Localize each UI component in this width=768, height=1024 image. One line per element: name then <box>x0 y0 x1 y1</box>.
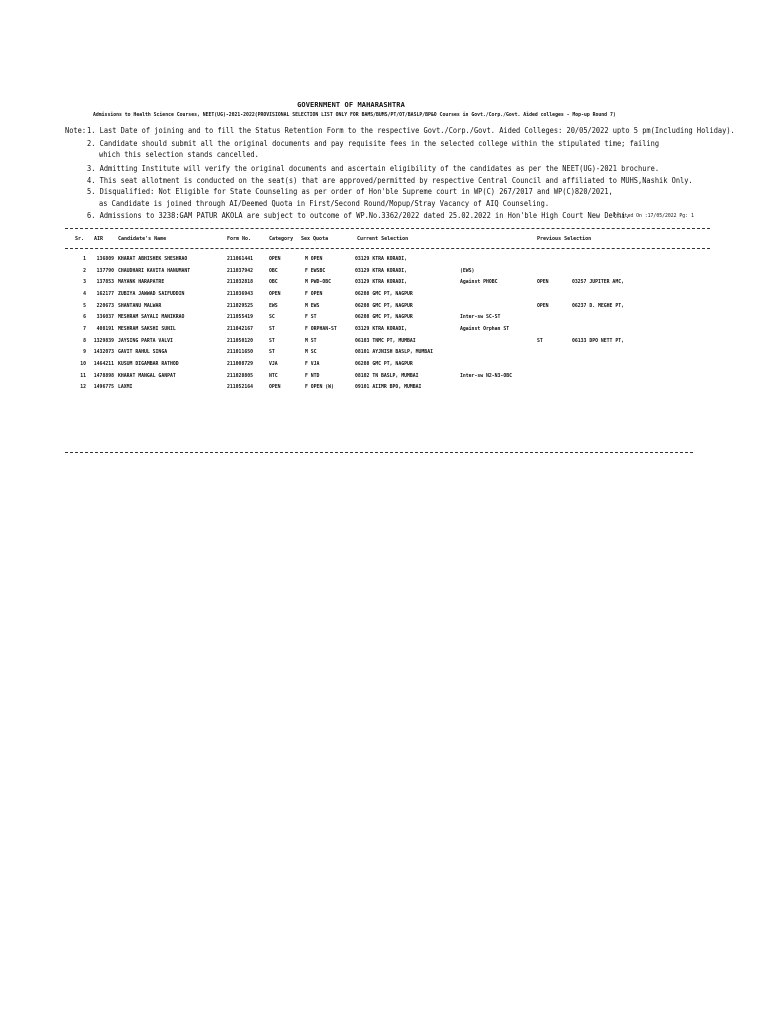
cell-previous-category: OPEN <box>537 303 549 309</box>
cell-sr: 12 <box>80 385 86 391</box>
header-category: Category <box>269 236 294 242</box>
cell-category: ST <box>269 338 275 344</box>
cell-sr: 7 <box>83 326 86 332</box>
cell-name: ZUBIYA JAWWAD SAIFUDDIN <box>118 291 185 297</box>
divider-header <box>65 248 710 249</box>
cell-name: MESHRAM SAYALI MANIKRAO <box>118 315 185 321</box>
table-row <box>0 327 768 337</box>
cell-sr: 10 <box>80 361 86 367</box>
cell-form: 211055419 <box>227 315 253 321</box>
table-row <box>0 315 768 325</box>
cell-form: 211032818 <box>227 280 253 286</box>
cell-form: 211029525 <box>227 303 253 309</box>
document-title: GOVERNMENT OF MAHARASHTRA <box>297 101 405 109</box>
header-form: Form No. <box>227 236 252 242</box>
cell-current-selection: 03129 KTRA KORADI, <box>355 268 407 274</box>
cell-air: 220673 <box>96 303 114 309</box>
note-2: 2. Candidate should submit all the original documents and pay requisite fees in the selected college within the stipulated time; failing <box>87 139 660 148</box>
note-1: 1. Last Date of joining and to fill the Status Retention Form to the respective Govt./Corp./Govt. Aided Colleges: 20/05/2022 upto 5 pm(Including Holiday). <box>87 126 735 135</box>
cell-air: 162177 <box>96 291 114 297</box>
cell-previous-selection: 06237 D. MEGHE PT, <box>572 303 624 309</box>
cell-current-selection: 08101 AYJNISH BASLP, MUMBAI <box>355 350 433 356</box>
header-sex-quota: Sex Quota <box>301 236 329 242</box>
header-current-selection: Current Selection <box>357 236 409 242</box>
cell-sex-quota: M EWS <box>305 303 320 309</box>
cell-category: NTC <box>269 373 278 379</box>
table-row <box>0 374 768 384</box>
table-row <box>0 385 768 395</box>
cell-sex-quota: F ORPHAN-ST <box>305 326 337 332</box>
cell-current-selection: 03129 KTRA KORADI, <box>355 280 407 286</box>
cell-name: KUSUM DIGAMBAR RATHOD <box>118 361 179 367</box>
cell-air: 1478898 <box>93 373 114 379</box>
cell-remark: (EWS) <box>460 268 475 274</box>
header-air: AIR <box>94 236 104 242</box>
note-5-cont: as Candidate is joined through AI/Deemed Quota in First/Second Round/Mopup/Stray Vacancy of AIQ Counseling. <box>99 199 550 208</box>
cell-previous-selection: 06133 DPO NETT PT, <box>572 338 624 344</box>
header-previous-selection: Previous Selection <box>537 236 592 242</box>
table-row <box>0 292 768 302</box>
cell-category: OPEN <box>269 257 281 262</box>
cell-category: VJA <box>269 361 278 367</box>
table-row <box>0 362 768 372</box>
table-row <box>0 339 768 349</box>
note-5: 5. Disqualified: Not Eligible for State Counseling as per order of Hon'ble Supreme court in WP(C) 267/2017 and WP(C)820/2021, <box>87 187 613 196</box>
cell-sr: 4 <box>83 291 86 297</box>
cell-sr: 6 <box>83 315 86 321</box>
cell-form: 211061441 <box>227 257 253 262</box>
cell-sex-quota: F OPEN (W) <box>305 385 334 391</box>
cell-sr: 2 <box>83 268 86 274</box>
table-row <box>0 304 768 314</box>
cell-name: MAYANK HARAPATRE <box>118 280 165 286</box>
cell-name: MESHRAM SAKSHI SUNIL <box>118 326 176 332</box>
cell-sex-quota: F EWSBC <box>305 268 326 274</box>
cell-category: SC <box>269 315 275 321</box>
cell-sex-quota: M ST <box>305 338 317 344</box>
cell-air: 136809 <box>96 257 114 262</box>
cell-form: 211052164 <box>227 385 253 391</box>
cell-sex-quota: F OPEN <box>305 291 323 297</box>
cell-air: 1464211 <box>93 361 114 367</box>
cell-current-selection: 06208 GMC PT, NAGPUR <box>355 361 413 367</box>
cell-category: ST <box>269 326 275 332</box>
cell-category: OPEN <box>269 291 281 297</box>
cell-name: KHARAT ABHISHEK SHESHRAO <box>118 257 188 262</box>
divider-top <box>65 228 710 229</box>
document-subtitle: Admissions to Health Science Courses, NEET(UG)-2021-2022(PROVISIONAL SELECTION LIST ONLY FOR BAMS/BUMS/PT/OT/BASLP/BP&O Courses in Govt./Corp./Govt. Aided colleges - Mop-up Round 7) <box>93 113 616 118</box>
cell-category: OBC <box>269 280 278 286</box>
header-name: Candidate's Name <box>118 236 167 242</box>
cell-air: 137790 <box>96 268 114 274</box>
cell-sr: 8 <box>83 338 86 344</box>
cell-current-selection: 03129 KTRA KORADI, <box>355 326 407 332</box>
table-row <box>0 280 768 290</box>
cell-category: EWS <box>269 303 278 309</box>
cell-current-selection: 06208 GMC PT, NAGPUR <box>355 291 413 297</box>
cell-sr: 5 <box>83 303 86 309</box>
cell-sr: 9 <box>83 350 86 356</box>
cell-category: OPEN <box>269 385 281 391</box>
note-6: 6. Admissions to 3238:GAM PATUR AKOLA are subject to outcome of WP.No.3362/2022 dated 25.02.2022 in Hon'ble High Court New Delhi. <box>87 211 630 220</box>
cell-sr: 1 <box>83 257 86 262</box>
divider-bottom <box>65 452 693 453</box>
cell-remark: Against Orphan ST <box>460 326 510 332</box>
table-row <box>0 269 768 279</box>
cell-air: 1329839 <box>93 338 114 344</box>
cell-sex-quota: F ST <box>305 315 317 321</box>
header-sr: Sr. <box>75 236 85 242</box>
cell-category: ST <box>269 350 275 356</box>
cell-name: JAYSING PARTA VALVI <box>118 338 173 344</box>
cell-air: 408191 <box>96 326 114 332</box>
cell-air: 137853 <box>96 280 114 286</box>
note-3: 3. Admitting Institute will verify the original documents and ascertain eligibility of the candidates as per the NEET(UG)-2021 brochure. <box>87 164 660 173</box>
table-row <box>0 257 768 267</box>
cell-previous-category: ST <box>537 338 543 344</box>
note-4: 4. This seat allotment is conducted on the seat(s) that are approved/permitted by respective Central Council and affiliated to MUHS,Nashik Only. <box>87 176 693 185</box>
cell-form: 211037942 <box>227 268 253 274</box>
cell-name: KHARAT MANGAL GANPAT <box>118 373 176 379</box>
cell-sr: 3 <box>83 280 86 286</box>
cell-remark: Inter-sw SC-ST <box>460 315 501 321</box>
cell-previous-selection: 03257 JUPITER AMC, <box>572 280 624 286</box>
cell-form: 211028805 <box>227 373 253 379</box>
cell-current-selection: 06103 TNMC PT, MUMBAI <box>355 338 416 344</box>
cell-form: 211050120 <box>227 338 253 344</box>
cell-current-selection: 06208 GMC PT, NAGPUR <box>355 315 413 321</box>
note-label: Note: <box>65 126 87 135</box>
cell-current-selection: 09101 AIIMR BPO, MUMBAI <box>355 385 422 391</box>
cell-sex-quota: F VJA <box>305 361 320 367</box>
cell-current-selection: 08102 TN BASLP, MUMBAI <box>355 373 419 379</box>
cell-form: 211036943 <box>227 291 253 297</box>
cell-category: OBC <box>269 268 278 274</box>
printed-on: Printed On :17/05/2022 Pg: 1 <box>613 214 694 219</box>
cell-current-selection: 06208 GMC PT, NAGPUR <box>355 303 413 309</box>
cell-form: 211011650 <box>227 350 253 356</box>
cell-form: 211042167 <box>227 326 253 332</box>
cell-remark: Against PHOBC <box>460 280 498 286</box>
cell-remark: Inter-sw N2-N3-OBC <box>460 373 512 379</box>
note-2-cont: which this selection stands cancelled. <box>99 150 259 159</box>
cell-name: GAVIT RAHUL SINGA <box>118 350 168 356</box>
cell-current-selection: 03129 KTRA KORADI, <box>355 257 407 262</box>
cell-name: SHANTANU MALWAR <box>118 303 162 309</box>
cell-sex-quota: F NTD <box>305 373 320 379</box>
cell-air: 1496775 <box>93 385 114 391</box>
cell-name: CHAUDHARI KAVITA HANUMANT <box>118 268 191 274</box>
cell-air: 336037 <box>96 315 114 321</box>
cell-sex-quota: M SC <box>305 350 317 356</box>
cell-form: 211008729 <box>227 361 253 367</box>
cell-sex-quota: M PWD-OBC <box>305 280 331 286</box>
cell-name: LAXMI <box>118 385 133 391</box>
table-row <box>0 350 768 360</box>
cell-sex-quota: M OPEN <box>305 257 323 262</box>
cell-air: 1432073 <box>93 350 114 356</box>
cell-previous-category: OPEN <box>537 280 549 286</box>
cell-sr: 11 <box>80 373 86 379</box>
